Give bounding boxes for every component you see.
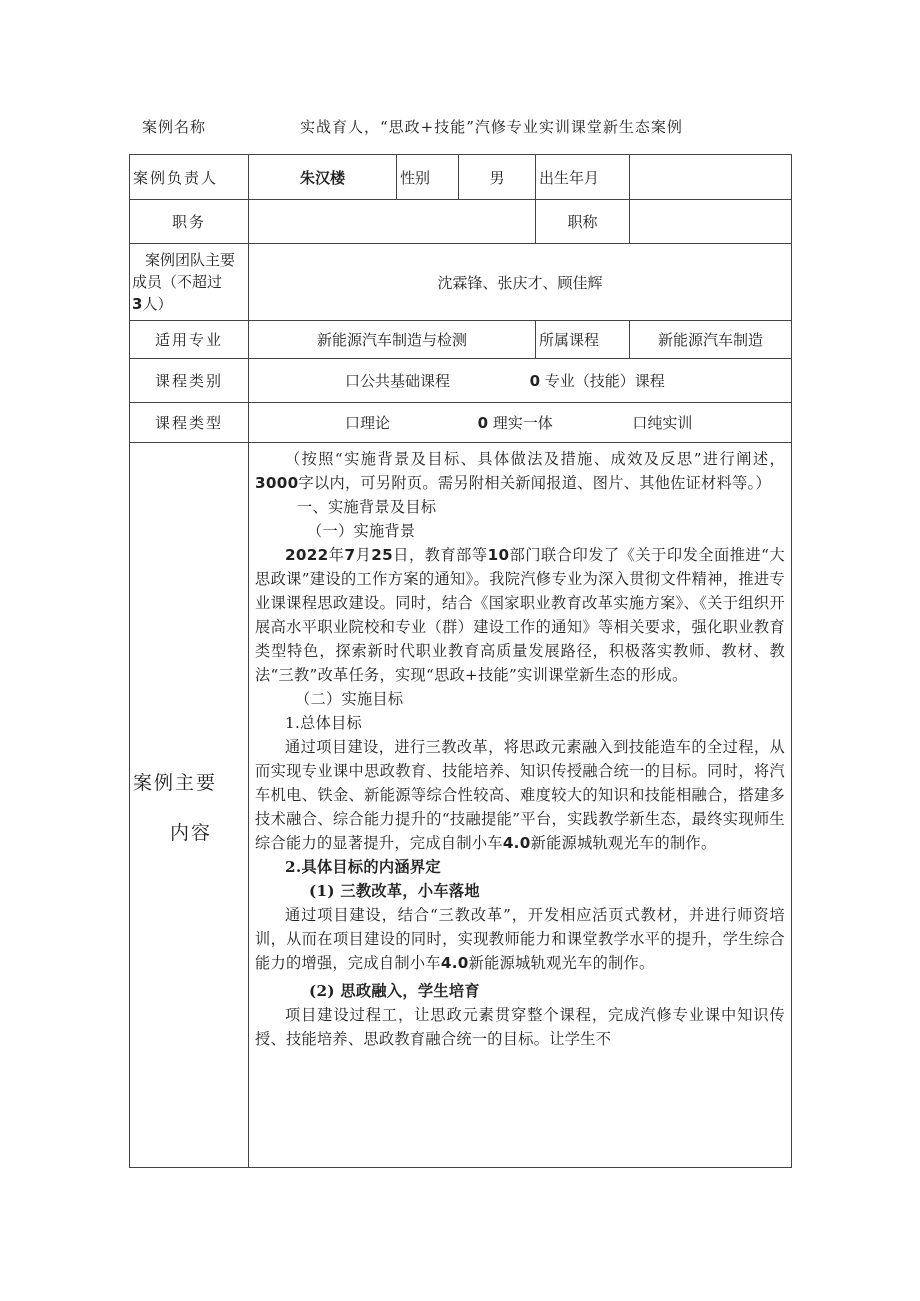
- category-row: [130, 359, 792, 403]
- type-option-theory: 口理论: [345, 414, 391, 432]
- leader-value: 朱汉楼: [249, 155, 397, 200]
- gender-label: 性别: [397, 155, 459, 200]
- category-option-public: 口公共基础课程: [345, 372, 451, 390]
- case-name-label: 案例名称: [142, 118, 207, 136]
- team-label-line-2: 成员（不超过: [132, 273, 223, 291]
- position-label: 职务: [130, 200, 249, 244]
- type-label: 课程类型: [130, 403, 249, 443]
- gender-value: 男: [459, 155, 536, 200]
- item-2-heading: (2) 思政融入，学生培育: [309, 982, 480, 1000]
- team-label-line-3-rest: 人）: [142, 295, 173, 313]
- leader-label: 案例负责人: [130, 155, 249, 200]
- main-content-label-line-2: 内容: [170, 822, 213, 844]
- section-1-heading: 一、实施背景及目标: [297, 498, 437, 516]
- birth-label: 出生年月: [536, 155, 630, 200]
- category-options: [249, 359, 792, 403]
- main-content-label-line-1: 案例主要: [133, 772, 218, 794]
- course-value: 新能源汽车制造: [630, 321, 792, 359]
- case-form-table: [129, 154, 792, 1168]
- team-value: 沈霖锋、张庆才、顾佳辉: [249, 244, 792, 321]
- item-1-heading: (1) 三教改革，小车落地: [309, 882, 480, 900]
- main-content-label: [130, 443, 249, 1168]
- team-label-line-3: [132, 293, 248, 315]
- team-limit-number: 3: [132, 295, 143, 313]
- main-content-row: [130, 443, 792, 1168]
- type-row: [130, 403, 792, 443]
- course-label: 所属课程: [536, 321, 630, 359]
- section-1-2-heading: （二）实施目标: [295, 690, 404, 708]
- goal-2-heading: 2.具体目标的内涵界定: [285, 858, 441, 876]
- team-row: [130, 244, 792, 321]
- case-title-row: [0, 116, 920, 140]
- major-value: 新能源汽车制造与检测: [249, 321, 536, 359]
- background-paragraph: 2022年7月25日，教育部等10部门联合印发了《关于印发全面推进“大思政课”建设的工作方案的通知》。我院汽修专业为深入贯彻文件精神，推进专业课课程思政建设。同时，结合《国家职业教育改革实施方案》、《关于组织开展高水平职业院校和专业（群）建设工作的通知》等相关要求，强化职业教育类型特色，探索新时代职业教育高质量发展路径，积极落实教师、教材、教法“三教”改革任务，实现“思政+技能”实训课堂新生态的形成。: [255, 546, 785, 684]
- title-value: [630, 200, 792, 244]
- instruction-paragraph: （按照“实施背景及目标、具体做法及措施、成效及反思”进行阐述，3000字以内，可另附页。需另附相关新闻报道、图片、其他佐证材料等。）: [255, 450, 785, 492]
- goal-1-heading: 1.总体目标: [285, 714, 363, 732]
- type-option-practical: 口纯实训: [632, 414, 693, 432]
- type-option-mark: 0: [477, 414, 489, 432]
- major-row: [130, 321, 792, 359]
- title-label: 职称: [536, 200, 630, 244]
- type-options: [249, 403, 792, 443]
- word-limit-number: 3000: [255, 474, 299, 492]
- category-option-mark: 0: [529, 372, 541, 390]
- major-label: 适用专业: [130, 321, 249, 359]
- main-content-body: [249, 443, 792, 1168]
- category-label: 课程类别: [130, 359, 249, 403]
- item-1-paragraph: 通过项目建设，结合“三教改革”，开发相应活页式教材，并进行师资培训，从而在项目建设的同时，实现教师能力和课堂教学水平的提升，学生综合能力的增强，完成自制小车4.0新能源城轨观光车的制作。: [255, 906, 785, 972]
- section-1-1-heading: （一）实施背景: [307, 522, 416, 540]
- birth-value: [630, 155, 792, 200]
- position-value: [249, 200, 536, 244]
- item-2-paragraph: 项目建设过程工，让思政元素贯穿整个课程，完成汽修专业课中知识传授、技能培养、思政教育融合统一的目标。让学生不: [255, 1006, 785, 1048]
- team-label-line-1: 案例团队主要: [144, 251, 235, 269]
- goal-paragraph: 通过项目建设，进行三教改革，将思政元素融入到技能造车的全过程，从而实现专业课中思政教育、技能培养、知识传授融合统一的目标。同时，将汽车机电、铁金、新能源等综合性较高、难度较大的知识和技能相融合，搭建多技术融合、综合能力提升的“技融提能”平台，实践教学新生态，最终实现师生综合能力的显著提升，完成自制小车4.0新能源城轨观光车的制作。: [255, 738, 785, 852]
- team-label: [130, 244, 249, 321]
- category-option-professional: 专业（技能）课程: [544, 372, 665, 390]
- position-row: [130, 200, 792, 244]
- type-option-integrated: 理实一体: [492, 414, 553, 432]
- leader-row: [130, 155, 792, 200]
- case-name-value: 实战育人，“思政+技能”汽修专业实训课堂新生态案例: [300, 118, 683, 136]
